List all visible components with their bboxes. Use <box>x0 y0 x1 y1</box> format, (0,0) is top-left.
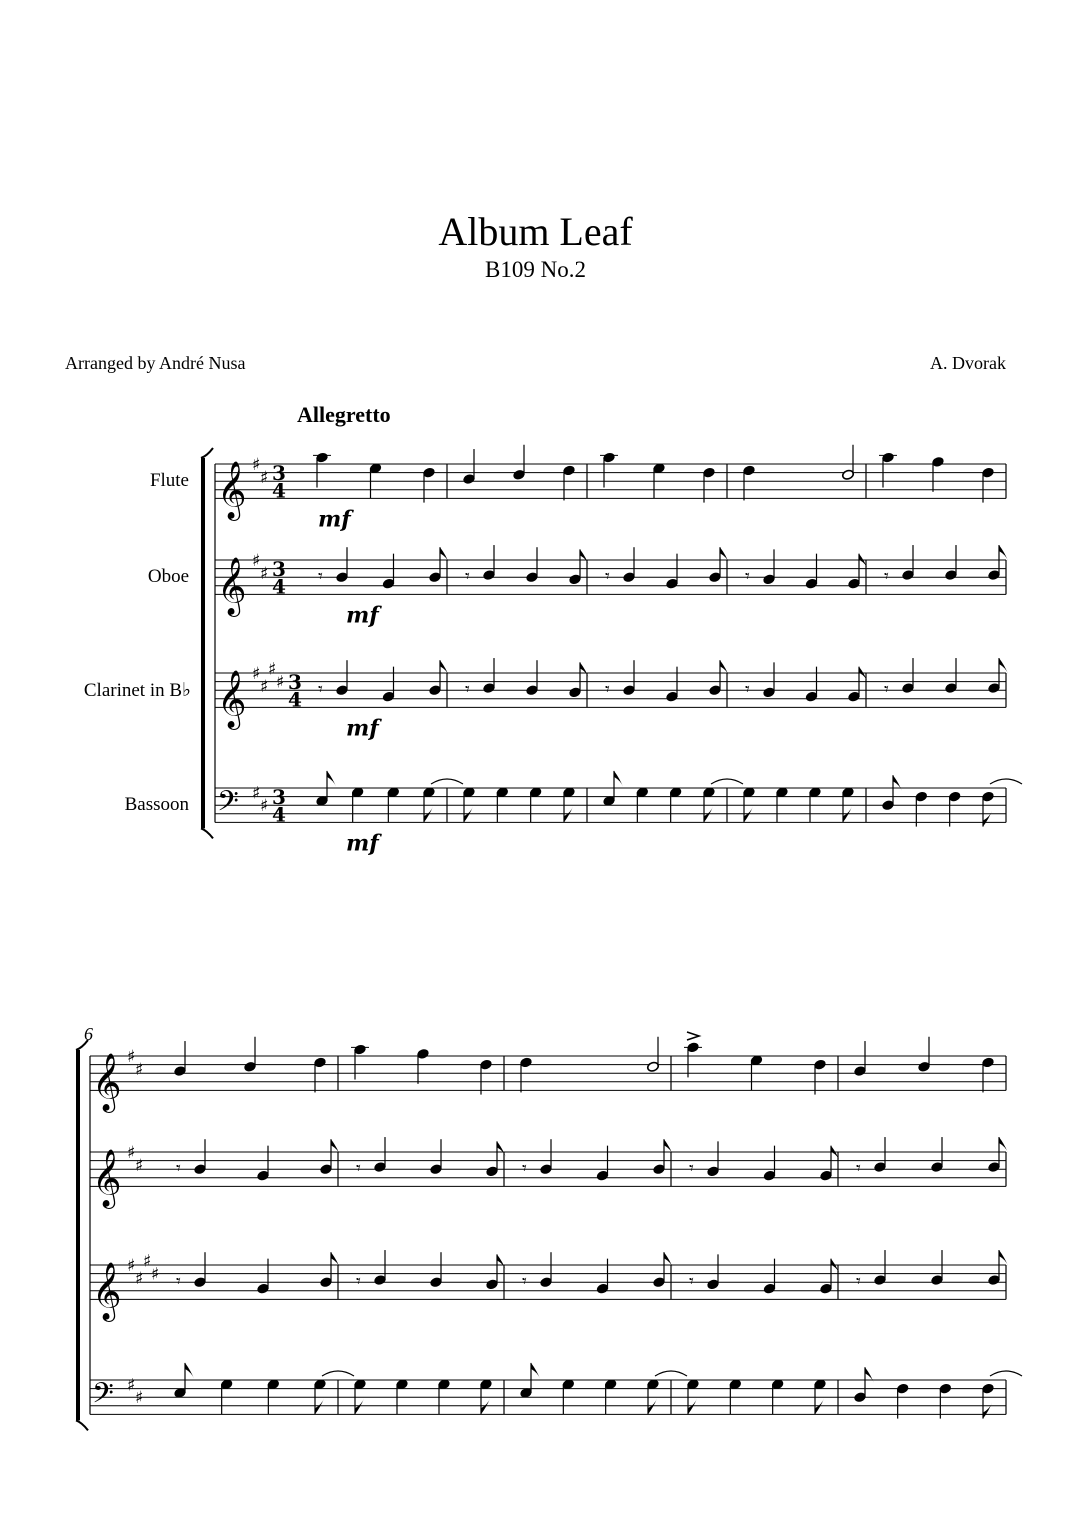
note-flag <box>531 1363 540 1379</box>
note-flag <box>580 662 589 678</box>
note-flag <box>664 1139 673 1155</box>
time-signature-numerator: 3 <box>272 785 286 810</box>
eighth-rest: 𝄾 <box>356 1271 361 1292</box>
score-title: Album Leaf <box>438 209 633 254</box>
tie <box>990 1371 1022 1376</box>
note-flag <box>185 1363 194 1379</box>
score-subtitle: B109 No.2 <box>485 257 586 282</box>
note-flag <box>440 547 449 563</box>
sharp-sign: ♯ <box>135 1268 144 1289</box>
bass-clef-icon: 𝄢 <box>92 1376 114 1417</box>
note-flag <box>859 667 868 683</box>
eighth-rest: 𝄾 <box>856 1271 861 1292</box>
treble-clef-icon: 𝄞 <box>92 1261 122 1320</box>
sharp-sign: ♯ <box>276 672 285 693</box>
eighth-rest: 𝄾 <box>465 566 470 587</box>
sharp-sign: ♯ <box>268 659 277 680</box>
time-signature-numerator: 3 <box>272 461 286 486</box>
sharp-sign: ♯ <box>252 783 261 804</box>
sharp-sign: ♯ <box>252 551 261 571</box>
note-flag <box>664 1252 673 1268</box>
eighth-rest: 𝄾 <box>356 1158 361 1179</box>
bass-clef-icon: 𝄢 <box>217 784 239 825</box>
eighth-rest: 𝄾 <box>318 566 323 587</box>
note-flag <box>999 1137 1008 1153</box>
eighth-rest: 𝄾 <box>318 679 323 700</box>
note-flag <box>999 1250 1008 1266</box>
treble-clef-icon: 𝄞 <box>217 460 247 519</box>
dynamic-mf: mf <box>346 715 379 742</box>
instrument-label-flute: Flute <box>149 470 189 491</box>
time-signature-denominator: 4 <box>272 802 286 827</box>
eighth-rest: 𝄾 <box>176 1158 181 1179</box>
tie <box>655 1371 687 1376</box>
time-signature-denominator: 4 <box>288 687 302 712</box>
sharp-sign: ♯ <box>252 455 261 475</box>
note-flag <box>497 1254 506 1270</box>
eighth-rest: 𝄾 <box>176 1271 181 1292</box>
eighth-rest: 𝄾 <box>856 1158 861 1179</box>
tie <box>990 779 1022 784</box>
bracket-bottom-hook <box>201 828 213 838</box>
bracket-top-hook <box>201 448 213 458</box>
arranger-credit: Arranged by André Nusa <box>65 353 246 373</box>
time-signature-numerator: 3 <box>272 557 286 582</box>
tempo-marking: Allegretto <box>297 402 391 427</box>
sharp-sign: ♯ <box>252 664 261 684</box>
dynamic-mf: mf <box>346 830 379 857</box>
eighth-rest: 𝄾 <box>522 1158 527 1179</box>
sharp-sign: ♯ <box>151 1264 160 1285</box>
note-flag <box>580 549 589 565</box>
time-signature-numerator: 3 <box>288 670 302 695</box>
tie <box>711 779 743 784</box>
sharp-sign: ♯ <box>135 1155 144 1176</box>
treble-clef-icon: 𝄞 <box>217 669 247 728</box>
sharp-sign: ♯ <box>260 563 269 584</box>
note-flag <box>614 771 623 787</box>
sharp-sign: ♯ <box>127 1375 136 1396</box>
tie <box>431 779 463 784</box>
instrument-label-oboe: Oboe <box>147 566 189 587</box>
sharp-sign: ♯ <box>143 1251 152 1272</box>
eighth-rest: 𝄾 <box>745 566 750 587</box>
eighth-rest: 𝄾 <box>884 566 889 587</box>
sharp-sign: ♯ <box>260 467 269 488</box>
treble-clef-icon: 𝄞 <box>217 556 247 615</box>
note-flag <box>859 554 868 570</box>
sharp-sign: ♯ <box>127 1143 136 1163</box>
eighth-rest: 𝄾 <box>605 566 610 587</box>
note-flag <box>983 811 992 827</box>
note-flag <box>865 1367 874 1383</box>
treble-clef-icon: 𝄞 <box>92 1052 122 1111</box>
note-flag <box>999 545 1008 561</box>
time-signature-denominator: 4 <box>272 478 286 503</box>
eighth-rest: 𝄾 <box>745 679 750 700</box>
eighth-rest: 𝄾 <box>465 679 470 700</box>
note-flag <box>999 658 1008 674</box>
sharp-sign: ♯ <box>127 1047 136 1067</box>
eighth-rest: 𝄾 <box>605 679 610 700</box>
sharp-sign: ♯ <box>135 1059 144 1080</box>
instrument-label-bassoon: Bassoon <box>124 794 189 815</box>
note-flag <box>327 771 336 787</box>
composer-credit: A. Dvorak <box>930 353 1006 373</box>
note-flag <box>893 775 902 791</box>
note-flag <box>720 660 729 676</box>
eighth-rest: 𝄾 <box>884 679 889 700</box>
dynamic-mf: mf <box>346 602 379 629</box>
note-flag <box>983 1403 992 1419</box>
instrument-label-clarinet: Clarinet in B♭ <box>83 680 191 701</box>
sharp-sign: ♯ <box>127 1256 136 1276</box>
note-flag <box>440 660 449 676</box>
sharp-sign: ♯ <box>135 1388 144 1409</box>
note-flag <box>497 1141 506 1157</box>
tie <box>322 1371 354 1376</box>
note-flag <box>331 1139 340 1155</box>
eighth-rest: 𝄾 <box>689 1271 694 1292</box>
treble-clef-icon: 𝄞 <box>92 1148 122 1207</box>
sharp-sign: ♯ <box>260 796 269 817</box>
bracket-bottom-hook <box>76 1420 88 1430</box>
time-signature-denominator: 4 <box>272 574 286 599</box>
eighth-rest: 𝄾 <box>689 1158 694 1179</box>
measure-number: 6 <box>84 1024 93 1044</box>
sharp-sign: ♯ <box>260 676 269 697</box>
note-flag <box>331 1252 340 1268</box>
eighth-rest: 𝄾 <box>522 1271 527 1292</box>
dynamic-mf: mf <box>318 506 351 533</box>
note-flag <box>831 1259 840 1275</box>
accent-mark <box>687 1032 699 1040</box>
note-flag <box>831 1146 840 1162</box>
note-flag <box>720 547 729 563</box>
